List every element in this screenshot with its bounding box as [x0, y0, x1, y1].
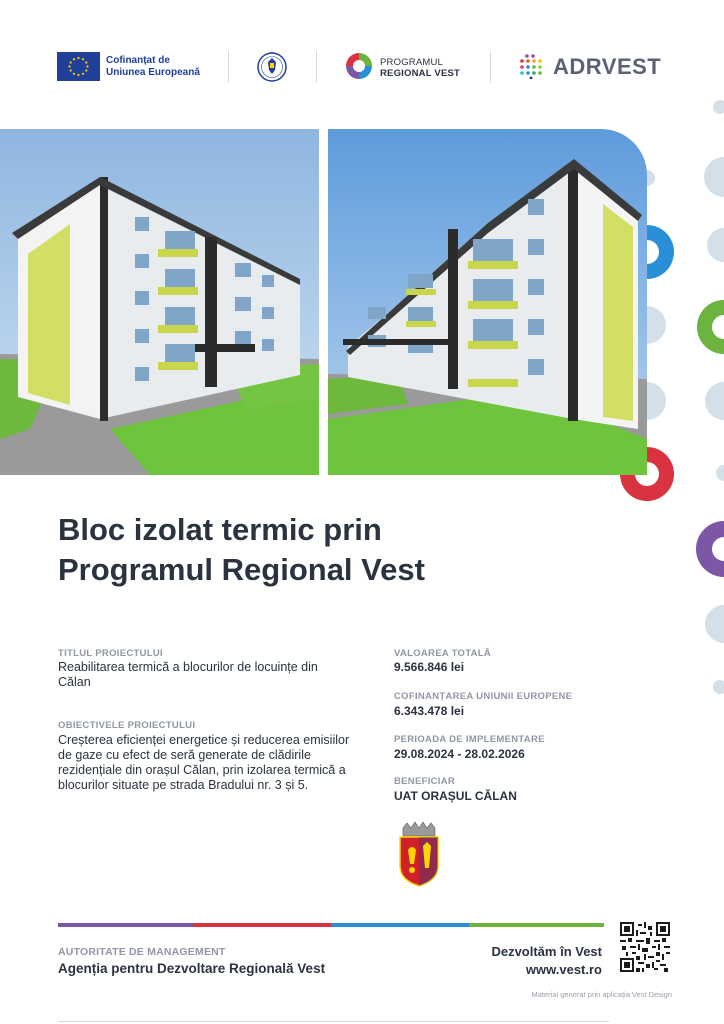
footer-bar-purple: [58, 923, 193, 927]
building-render-right: [328, 129, 647, 475]
generation-credit: Material generat prin aplicația Vest Design: [531, 990, 672, 999]
qr-code[interactable]: [620, 922, 670, 972]
title-line1: Bloc izolat termic prin: [58, 512, 382, 547]
eu-cofinancing-label: COFINANȚAREA UNIUNII EUROPENE: [394, 691, 573, 702]
footer-bar-green: [469, 923, 604, 927]
header-divider: [490, 51, 491, 83]
calan-coat-of-arms: [396, 820, 442, 888]
prv-line1: PROGRAMUL: [380, 57, 444, 68]
total-value: 9.566.846 lei: [394, 660, 465, 674]
footer-bar-blue: [331, 923, 469, 927]
programul-regional-vest-logo: [344, 51, 374, 81]
deco-circle: [705, 382, 724, 420]
eu-flag-logo: [57, 52, 100, 81]
header-divider: [316, 51, 317, 83]
deco-circle: [707, 228, 724, 262]
managing-authority-value: Agenția pentru Dezvoltare Regională Vest: [58, 961, 326, 976]
eu-text-line2: Uniunea Europeană: [106, 67, 200, 78]
deco-circle: [716, 465, 724, 481]
title-line2: Programul Regional Vest: [58, 552, 425, 587]
prv-line2: REGIONAL VEST: [380, 68, 461, 79]
eu-cofinancing-value: 6.343.478 lei: [394, 704, 465, 718]
implementation-period-label: PERIOADA DE IMPLEMENTARE: [394, 734, 545, 745]
footer-bar-red: [193, 923, 331, 927]
deco-circle: [705, 605, 724, 643]
beneficiary-value: UAT ORAȘUL CĂLAN: [394, 789, 517, 803]
bottom-divider: [58, 1021, 609, 1022]
romanian-government-logo: [257, 52, 287, 82]
adr-vest-dots-logo: [518, 53, 544, 79]
project-title-value: Reabilitarea termică a blocurilor de locuințe din Călan: [58, 660, 318, 689]
building-render-left: [0, 129, 319, 475]
project-title-label: TITLUL PROIECTULUI: [58, 648, 163, 659]
project-objectives-value: Creșterea eficienței energetice și reducerea emisiilor de gaze cu efect de seră generate de clădirile rezidențiale din orașul Călan, prin izolarea termică a blocurilor situate pe strada Bradului nr. 3 și 5.: [58, 733, 350, 792]
header-divider: [228, 51, 229, 83]
eu-cofinancing-text: [106, 55, 226, 79]
project-objectives-label: OBIECTIVELE PROIECTULUI: [58, 720, 196, 731]
beneficiary-label: BENEFICIAR: [394, 776, 456, 787]
footer-website-link[interactable]: www.vest.ro: [525, 962, 602, 977]
total-value-label: VALOAREA TOTALĂ: [394, 648, 492, 659]
eu-text-line1: Cofinanțat de: [106, 55, 170, 66]
footer-slogan: Dezvoltăm în Vest: [491, 944, 602, 959]
deco-circle: [713, 100, 724, 114]
deco-circle: [704, 157, 724, 197]
programul-regional-vest-text: [380, 57, 460, 79]
managing-authority-label: AUTORITATE DE MANAGEMENT: [58, 946, 226, 958]
adr-vest-wordmark: ADRVEST: [553, 54, 662, 79]
implementation-period-value: 29.08.2024 - 28.02.2026: [394, 747, 525, 761]
page-title: [58, 510, 618, 590]
deco-circle: [713, 680, 724, 694]
